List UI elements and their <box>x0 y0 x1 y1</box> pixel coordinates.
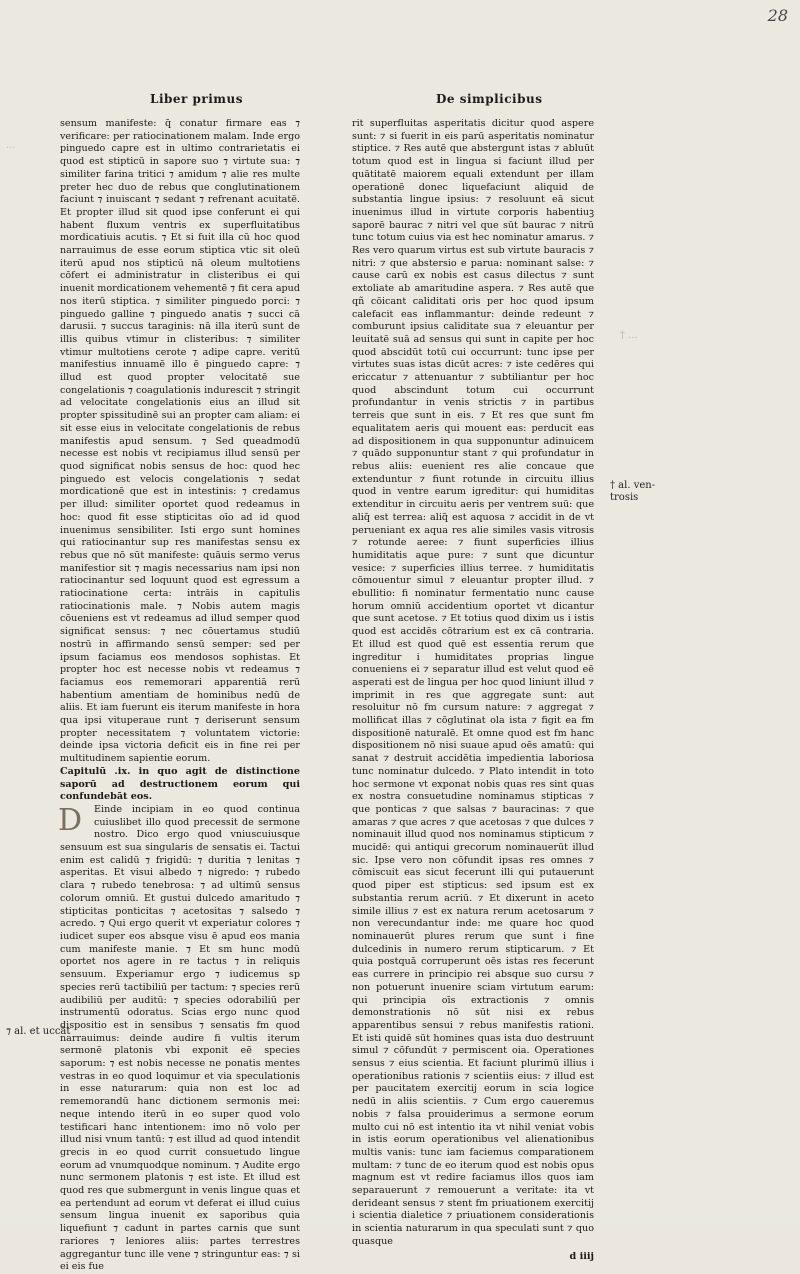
decorated-initial: D <box>58 802 83 838</box>
right-column-text: rit superfluitas asperitatis dicitur quod aspere sunt: ⁊ si fuerit in eis parū asperitatis nominatur stiptice. ⁊ Res autē que abstergunt istas ⁊ abluūt totum quod est in lingua si faciunt illud per quātitatē maiorem equali extendunt per illam operationē donec liquefaciunt aliquid de substantia lingue ipsius: ⁊ resoluunt eā sicut inuenimus illud in virtute corporis habentiuꝫ saporē baurac ⁊ nitri vel que sūt baurac ⁊ nitrū tunc totum cuius via est hec nominatur amarus. ⁊ Res vero quarum virtus est sub virtute bauracis ⁊ nitri: ⁊ que abstersio e parua: nominant salse: ⁊ cause carū ex nobis est casus dilectus ⁊ sunt extoliate ab amaritudine aspera. ⁊ Res autē que qñ cōicant caliditati oris per hoc quod ipsum calefacit eas inflammantur: deinde redeunt ⁊ comburunt ipsius caliditate sua ⁊ eleuantur per leuitatē suā ad sensus qui sunt in capite per hoc quod abscidūt totū cui occurrunt: tunc ipse per virtutes suas istas dicūt acres: ⁊ iste cedēres qui ericcatur ⁊ attenuantur ⁊ subtiliantur per hoc quod abscindunt totum cui occurrunt profundantur in venis strictis ⁊ in partibus terreis que sunt in eis. ⁊ Et res que sunt fm equalitatem aeris qui mouent eas: perducit eas ad dispositionem in qua supponuntur adinuicem ⁊ quādo supponuntur stant ⁊ qui profundatur in rebus aliis: euenient res alie concaue que extenduntur ⁊ fiunt rotunde in circuitu illius quod in ventre earum igreditur: qui humiditas extenditur in circuitu aeris per ventrem suū: que aliq̄ est terrea: aliq̄ est aquosa ⁊ accidit in de vt perueniant ex aqua res alie similes vasis vitrosis ⁊ rotunde aeree: ⁊ fiunt superficies illius humiditatis aque pure: ⁊ sunt que dicuntur vesice: ⁊ superficies illius terree. ⁊ humiditatis cōmouentur simul ⁊ eleuantur propter illud. ⁊ ebullitio: fi nominatur fermentatio nunc cause horum omniū accidentium oportet vt dicantur que sunt acetose. ⁊ Et totius quod dixim us i istis quod est accidēs cōtrarium est ex cā contraria. Et illud est quod quē est essentia rerum que ingreditur i humiditates proprias lingue conueniens ei ⁊ separatur illud est velut quod eē asperati est de lingua per hoc quod liniunt illud ⁊ imprimit in res que aggregate sunt: aut resoluitur nō fm cursum nature: ⁊ aggregat ⁊ mollificat illas ⁊ cōglutinat ola ista ⁊ figit ea fm dispositionē naturalē. Et omne quod est fm hanc dispositionem nō nisi suaue apud oēs amatū: qui sanat ⁊ destruit accidētia impedientia laboriosa tunc nominatur dulcedo. ⁊ Plato intendit in toto hoc sermone vt exponat nobis quas res sint quas ex nostra consuetudine nominamus stipticas ⁊ que ponticas ⁊ que salsas ⁊ bauracinas: ⁊ que amaras ⁊ que acres ⁊ que acetosas ⁊ que dulces ⁊ nominauit illud quod nos nominamus stipticum ⁊ mucidē: qui antiqui grecorum nominauerūt illud sic. Ipse vero non cōfundit ipsas res omnes ⁊ cōmiscuit eas sicut fecerunt illi qui putauerunt quod piper est stipticus: sed ipsum est ex substantia rerum acriū. ⁊ Et dixerunt in aceto simile illius ⁊ est ex natura rerum acetosarum ⁊ non verecundantur inde: me quare hoc quod nominauerūt plures rerum que sunt i fine dulcedinis in numero rerum stipticarum. ⁊ Et quia postquā corruperunt oēs istas res fecerunt eas currere in principio rei absque suo cursu ⁊ non potuerunt inuenire sciam virtutum earum: qui principia oīs extractionis ⁊ omnis demonstrationis nō sūt nisi ex rebus apparentibus sensui ⁊ rebus manifestis rationi. Et isti quidē sūt homines quas ista duo destruunt simul ⁊ cōfundūt ⁊ permiscent oia. Operationes sensus ⁊ eius scientia. Et faciunt plurimū illius i operationibus rationis ⁊ scientiis eius: ⁊ illud est per paucitatem exercitij eorum in scia logice nedū in aliis scientiis. ⁊ Cum ergo caueremus nobis ⁊ falsa prouiderimus a sermone eorum multo cui nō est intentio ita vt nihil veniat vobis in istis eorum operationibus vel alienationibus multis vanis: tunc iam faciemus comparationem multam: ⁊ tunc de eo iterum quod est nobis opus magnum est vt redire faciamus illos quos iam separauerunt ⁊ remouerunt a veritate: ita vt derideant sensus ⁊ stent fm priuationem exercitij i scientia dialetice ⁊ priuationem considerationis in scientia naturarum in qua speculati sunt ⁊ quo quasque <box>352 118 594 1247</box>
left-column <box>60 118 300 1274</box>
running-head-right: De simplicibus <box>436 92 543 106</box>
folio-number: 28 <box>767 6 788 25</box>
running-head-left: Liber primus <box>150 92 243 106</box>
signature-mark: d iiij <box>569 1250 594 1262</box>
faint-margin-note-right: † ... <box>620 330 638 341</box>
margin-note-left: ⁊ al. et uccāt <box>6 1026 71 1037</box>
chapter-heading: Capitulū .ix. in quo agit de distinctione saporū ad destructionem eorum qui confundebāt eos. <box>60 765 300 803</box>
right-column <box>352 118 594 1263</box>
left-column-after-text: Einde incipiam in eo quod continua cuiuslibet illo quod precessit de sermone nostro. Dico ergo quod vniuscuiusque sensuum est sua singularis de sensatis ei. Tactui enim est calidū ⁊ frigidū: ⁊ duritia ⁊ lenitas ⁊ asperitas. Et visui albedo ⁊ nigredo: ⁊ rubedo clara ⁊ rubedo tenebrosa: ⁊ ad ultimū sensus colorum omniū. Et gustui dulcedo amaritudo ⁊ stipticitas ponticitas ⁊ acetositas ⁊ salsedo ⁊ acredo. ⁊ Qui ergo querit vt experiatur colores ⁊ iudicet super eos absque visu ē apud eos mania cum manifeste manie. ⁊ Et sm hunc modū oportet nos agere in re tactus ⁊ in reliquis sensuum. Experiamur ergo ⁊ iudicemus sp species rerū tactibiliū per tactum: ⁊ species rerū audibiliū per auditū: ⁊ species odorabiliū per instrumentū odoratus. Scias ergo nunc quod dispositio est in sensibus ⁊ sensatis fm quod narrauimus: deinde audire fi vultis iterum sermonē platonis vbi exponit eē species saporum: ⁊ est nobis necesse ne ponatis mentes vestras in eo quod loquimur et via speculationis in esse naturarum: quia non est loc ad rememorandū hanc dictionem sermonis mei: neque intendo iterū in eo super quod volo testificari hanc intentionem: imo nō volo per illud nisi vnum tantū: ⁊ est illud ad quod intendit grecis in eo quod currit consuetudo lingue eorum ad vnumquodque nominum. ⁊ Audite ergo nunc sermonem platonis ⁊ est iste. Et illud est quod res que submergunt in venis lingue quas et ea pertendunt ad eorum vt deferat ei illud cuius sensum lingua inuenit ex saporibus quia liquefiunt ⁊ cadunt in partes carnis que sunt rariores ⁊ leniores aliis: partes terrestres aggregantur tunc ille vene ⁊ stringuntur eas: ⁊ si ei eis fue <box>60 803 300 1273</box>
left-column-text: sensum manifeste: q̄ conatur firmare eas ⁊ verificare: per ratiocinationem malam. Inde ergo pinguedo capre est in ultimo contrarietatis ei quod est stipticū in sapore suo ⁊ virtute sua: ⁊ similiter farina tritici ⁊ amidum ⁊ alie res multe preter hec duo de rebus que conglutinationem faciunt ⁊ inuiscant ⁊ sedant ⁊ refrenant acuitatē. Et propter illud sit quod ipse conferunt ei qui habent fluxum ventris ex superfluitatibus mordicatiuis acutis. ⁊ Et si fuit illa cū hoc quod narrauimus de esse eorum stiptica vtic sit oleū iterū apud nos stipticū nā oleum multotiens cōfert ei administratur in clisteribus ei qui inuenit mordicationem vehementē ⁊ fit cera apud nos iterū stiptica. ⁊ similiter pinguedo porci: ⁊ pinguedo galline ⁊ pinguedo anatis ⁊ succi cā darusii. ⁊ succus taraginis: nā illa iterū sunt de illis quibus vtimur in clisteribus: ⁊ similiter vtimur multotiens cerote ⁊ adipe capre. veritū manifestius innuamē illo ē pinguedo capre: ⁊ illud est quod propter velocitatē sue congelationis ⁊ coagulationis indurescit ⁊ stringit ad velocitate congelationis eius an illud sit propter spissitudinē sui an propter cam aliam: ei sit esse eius in velocitate congelationis de rebus manifestis apud sensum. ⁊ Sed queadmodū necesse est nobis vt recipiamus illud sensū per quod significat nobis sensus de hoc: quod hec pinguedo est velocis congelationis ⁊ sedat mordicationē que est in intestinis: ⁊ credamus per illud: similiter oportet quod redeamus in hoc: quod fit esse stipticitas oīo ad id quod inuenimus sensibiliter. Isti ergo sunt homines qui ratiocinantur sup res manifestas sensu ex rebus que nō sūt manifeste: quāuis sermo verus manifestior sit ⁊ magis necessarius nam ipsi non ratiocinantur sed loquunt quod est egressum a ratiocinatione certa: intrāis in capitulis ratiocinationis male. ⁊ Nobis autem magis cōueniens est vt redeamus ad illud semper quod significat sensus: ⁊ nec cōuertamus studiū nostrū in affirmando sensū semper: sed per ipsum faciamus eos mendosos sophistas. Et propter hoc est necesse nobis vt redeamus ⁊ faciamus eos rememorari apparentiā rerū habentium amentiam de hominibus nedū de aliis. Et iam fuerunt eis iterum manifeste in hora qua ipsi vituperaue runt ⁊ deriserunt sensum propter necessitatem ⁊ voluntatem victorie: deinde ipsa victoria deficit eis in fine rei per multitudinem sapientie eorum. <box>60 118 300 765</box>
faint-margin-note-left: ... <box>6 140 16 151</box>
margin-note-right: † al. ven- trosis <box>610 480 656 503</box>
left-column-continued <box>60 804 300 1274</box>
